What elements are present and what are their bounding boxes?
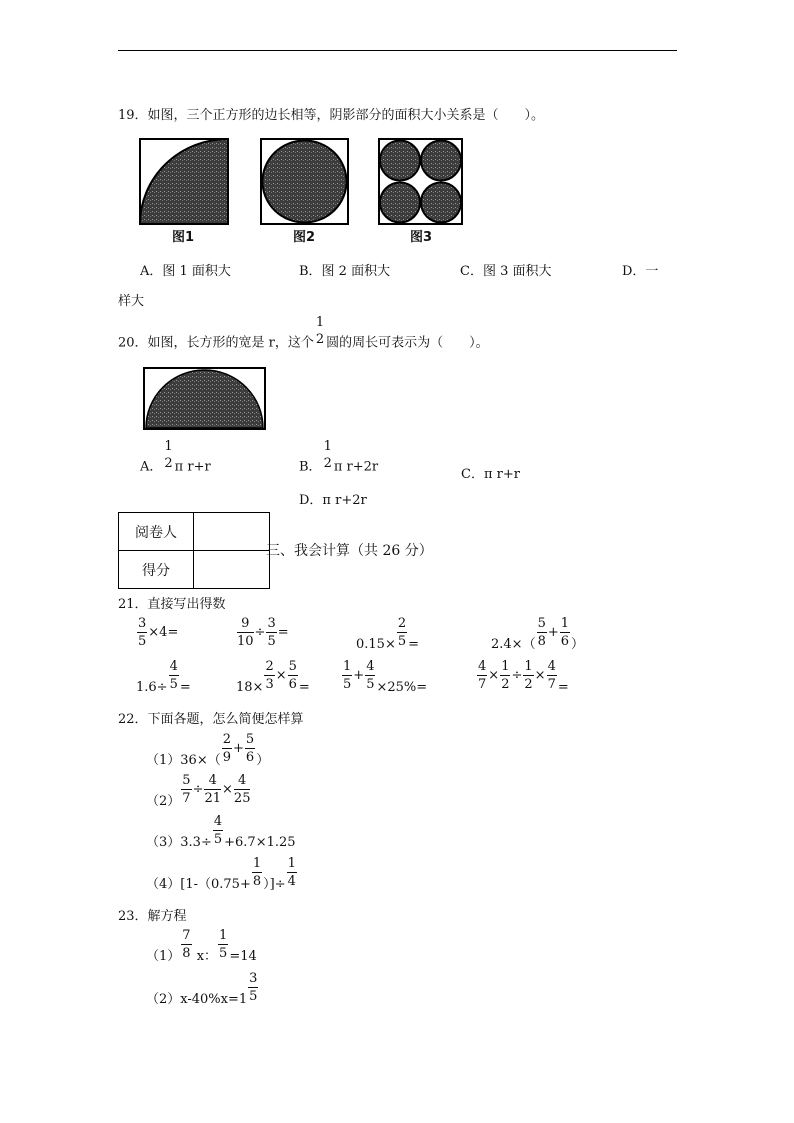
section-3-title: 三、我会计算（共 26 分） (266, 543, 433, 559)
q21-expr-7: $\frac{1}{5}$ + $\frac{4}{5}$ ×25%= (343, 659, 428, 695)
q23-item-2: （2）x-40%x=1 $\frac{3}{5}$ (146, 971, 258, 1007)
q22-item-2: （2） $\frac{5}{7}$ ÷ $\frac{4}{21}$ × $\frac{4}{25}$ (146, 773, 251, 809)
q22-item-1: （1）36×（ $\frac{2}{9}$ + $\frac{5}{6}$ ） (146, 732, 270, 768)
q19-option-c: C．图 3 面积大 (460, 264, 552, 279)
score-cell (194, 551, 270, 589)
q20-half-fraction: 1 2 (315, 315, 325, 347)
figure-3-label: 图3 (410, 230, 433, 245)
reviewer-label: 阅卷人 (119, 513, 194, 551)
q20-text-b: 圆的周长可表示为（ ）。 (326, 335, 489, 351)
q19-option-b: B．图 2 面积大 (299, 264, 391, 279)
figure-2 (260, 138, 350, 226)
q21-expr-1: $\frac{3}{5}$ ×4= (138, 616, 179, 649)
figure-2-label: 图2 (293, 230, 316, 245)
figure-3 (378, 138, 464, 226)
q22-title: 22．下面各题，怎么简便怎样算 (118, 712, 304, 727)
q20-option-d: D．π r+2r (299, 493, 367, 508)
q22-item-4: （4）[1-（0.75+ $\frac{1}{8}$ ）]÷ $\frac{1}{4}$ (146, 856, 296, 892)
q23-title: 23．解方程 (118, 909, 187, 924)
q21-expr-2: $\frac{9}{10}$ ÷ $\frac{3}{5}$ = (237, 616, 289, 649)
q20-option-c: C．π r+r (461, 467, 520, 482)
figure-1-label: 图1 (172, 230, 195, 245)
q20-option-b: B． 1 2 π r+2r (299, 439, 379, 475)
score-label: 得分 (119, 551, 194, 589)
q21-title: 21．直接写出得数 (118, 597, 226, 612)
q19-option-a: A．图 1 面积大 (140, 264, 231, 279)
q22-item-3: （3）3.3÷ $\frac{4}{5}$ +6.7×1.25 (146, 814, 296, 850)
q19-option-d-wrap: 样大 (118, 294, 145, 309)
q20-option-a: A． 1 2 π r+r (140, 439, 211, 475)
q20-text-a: 20．如图，长方形的宽是 r，这个 (118, 335, 314, 351)
grade-table (118, 512, 270, 589)
q21-expr-5: 1.6÷ $\frac{4}{5}$ = (136, 659, 191, 695)
header-rule (118, 50, 677, 51)
q19-text: 19．如图，三个正方形的边长相等，阴影部分的面积大小关系是（ ）。 (118, 108, 545, 123)
figure-1 (139, 138, 231, 226)
reviewer-cell (194, 513, 270, 551)
q21-expr-4: 2.4×（ $\frac{5}{8}$ + $\frac{1}{6}$ ） (491, 616, 585, 652)
q19-option-d: D．一 (622, 264, 659, 279)
q21-expr-8: $\frac{4}{7}$ × $\frac{1}{2}$ ÷ $\frac{1}{2}$ × $\frac{4}{7}$ = (478, 659, 569, 695)
q21-expr-6: 18× $\frac{2}{3}$ × $\frac{5}{6}$ = (236, 659, 310, 695)
figure-semicircle (143, 367, 267, 431)
q21-expr-3: 0.15× $\frac{2}{5}$ = (356, 616, 420, 652)
q20-text (118, 316, 489, 351)
q23-item-1: （1） $\frac{7}{8}$ x： $\frac{1}{5}$ =14 (146, 928, 257, 964)
